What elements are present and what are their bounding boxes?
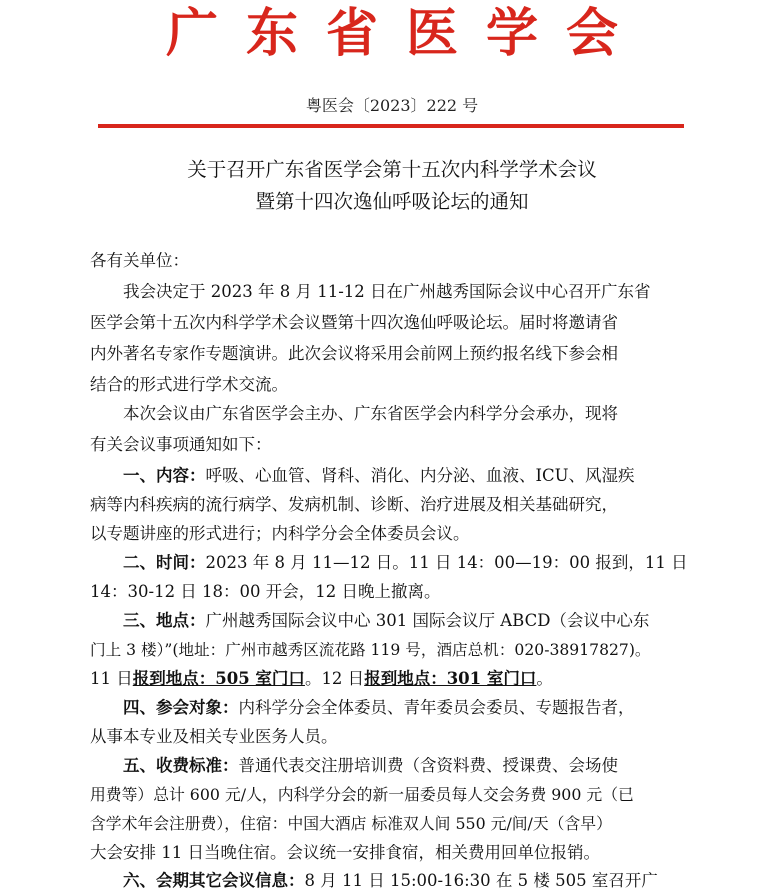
section-time-label: 二、时间：	[123, 553, 206, 572]
section-venue-line-1: 三、地点：广州越秀国际会议中心 301 国际会议厅 ABCD（会议中心东	[123, 611, 650, 630]
document-number: 粤医会〔2023〕222 号	[305, 96, 479, 115]
section-time-line-2: 14：30-12 日 18：00 开会，12 日晚上撤离。	[90, 582, 441, 601]
notice-title-line-1: 关于召开广东省医学会第十五次内科学学术会议	[187, 158, 597, 181]
section-fees-line-4: 大会安排 11 日当晚住宿。会议统一安排食宿，相关费用回单位报销。	[90, 843, 600, 862]
section-content-line-1: 一、内容：呼吸、心血管、肾科、消化、内分泌、血液、ICU、风湿疾	[123, 466, 635, 485]
section-fees-line-2: 用费等）总计 600 元/人，内科学分会的新一届委员每人交会务费 900 元（已	[90, 785, 634, 804]
section-fees-line-1: 五、收费标准：普通代表交注册培训费（含资料费、授课费、会场使	[123, 756, 618, 775]
section-content-line-2: 病等内科疾病的流行病学、发病机制、诊断、治疗进展及相关基础研究，	[90, 495, 618, 514]
section-content-label: 一、内容：	[123, 466, 206, 485]
section-content-line-3: 以专题讲座的形式进行；内科学分会全体委员会议。	[90, 524, 470, 543]
section-fees-line-3: 含学术年会注册费），住宿：中国大酒店 标准双人间 550 元/间/天（含早）	[90, 814, 612, 833]
section-attendees-label: 四、参会对象：	[123, 698, 239, 717]
para1-line-4: 结合的形式进行学术交流。	[90, 375, 288, 394]
header-divider	[98, 124, 684, 128]
para1-line-2: 医学会第十五次内科学学术会议暨第十四次逸仙呼吸论坛。届时将邀请省	[90, 313, 618, 332]
section-other-line-1: 六、会期其它会议信息：8 月 11 日 15:00-16:30 在 5 楼 505 室召开广	[123, 871, 658, 890]
notice-title-line-2: 暨第十四次逸仙呼吸论坛的通知	[255, 190, 529, 213]
section-time-line-1: 二、时间：2023 年 8 月 11—12 日。11 日 14：00—19：00 报到，11 日	[123, 553, 688, 572]
section-venue-line-3: 11 日报到地点：505 室门口。12 日报到地点：301 室门口。	[90, 669, 553, 688]
section-fees-label: 五、收费标准：	[123, 756, 239, 775]
section-attendees-line-2: 从事本专业及相关专业医务人员。	[90, 727, 338, 746]
section-attendees-line-1: 四、参会对象：内科学分会全体委员、青年委员会委员、专题报告者，	[123, 698, 635, 717]
para1-line-3: 内外著名专家作专题演讲。此次会议将采用会前网上预约报名线下参会相	[90, 344, 618, 363]
section-venue-line-2: 门上 3 楼）”(地址：广州市越秀区流花路 119 号，酒店总机：020-38917827)。	[90, 641, 651, 659]
checkin-location-day12: 报到地点：301 室门口	[364, 669, 537, 688]
issuer-header: 广东省医学会	[165, 3, 646, 64]
para1-line-1: 我会决定于 2023 年 8 月 11-12 日在广州越秀国际会议中心召开广东省	[123, 282, 651, 301]
para2-line-1: 本次会议由广东省医学会主办、广东省医学会内科学分会承办，现将	[123, 404, 618, 423]
checkin-location-day11: 报到地点：505 室门口	[132, 669, 305, 688]
salutation: 各有关单位：	[90, 251, 189, 270]
para2-line-2: 有关会议事项通知如下：	[90, 435, 272, 454]
section-venue-label: 三、地点：	[123, 611, 206, 630]
section-other-label: 六、会期其它会议信息：	[123, 871, 305, 890]
